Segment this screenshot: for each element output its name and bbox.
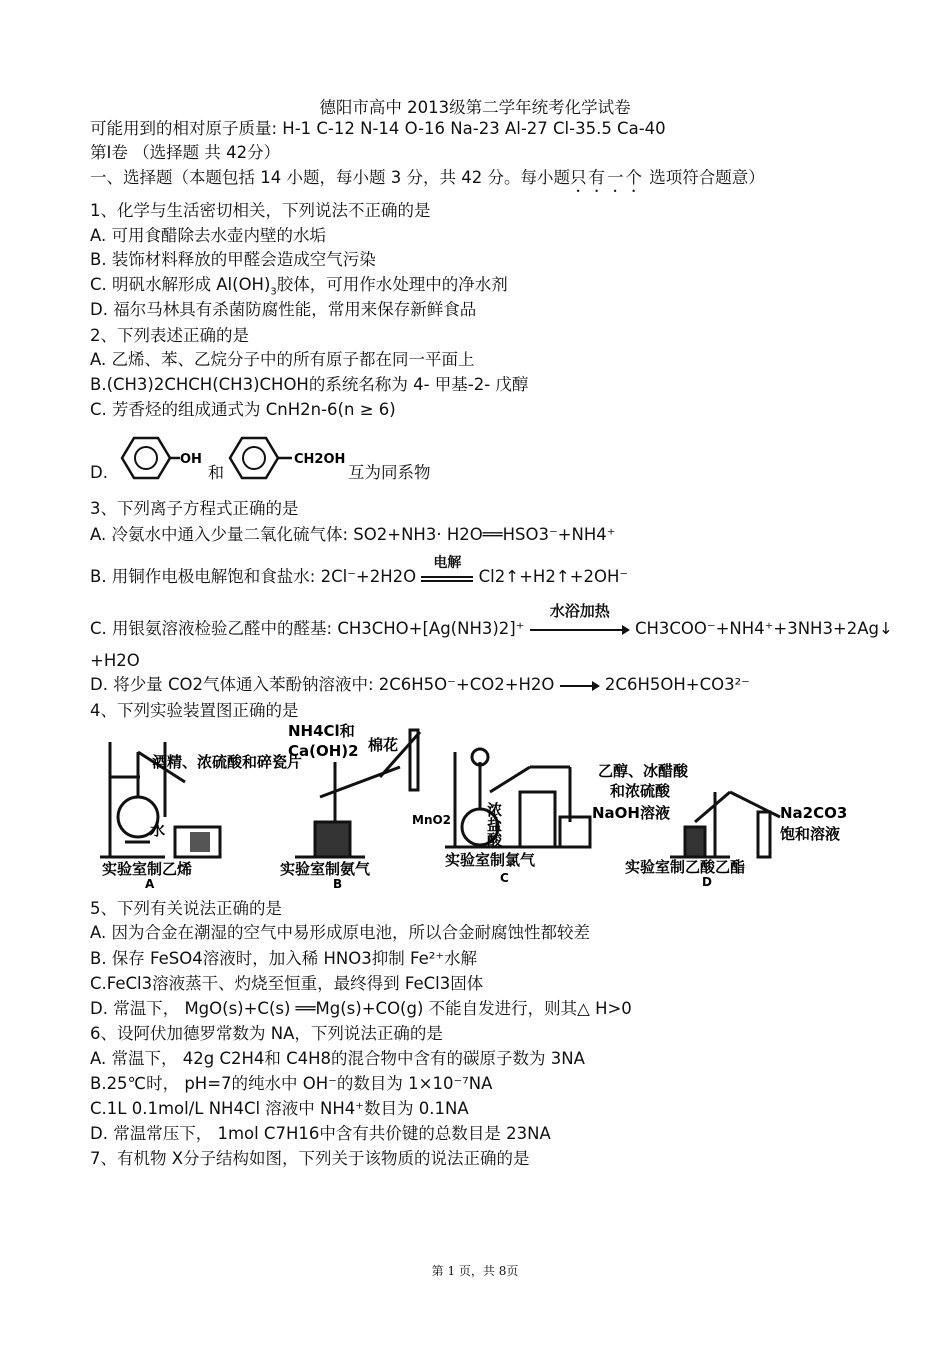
- q3-c-condition: 水浴加热: [549, 602, 610, 620]
- exam-title: 德阳市高中 2013级第二学年统考化学试卷: [319, 98, 631, 117]
- q1-option-a: A. 可用食醋除去水壶内壁的水垢: [90, 226, 326, 245]
- q5-option-d: D. 常温下， MgO(s)+C(s) ══Mg(s)+CO(g) 不能自发进行，则其△ H>0: [90, 999, 632, 1018]
- q3-b-post: Cl2↑+H2↑+2OH⁻: [478, 567, 629, 586]
- q6-option-b: B.25℃时， pH=7的纯水中 OH⁻的数目为 1×10⁻⁷NA: [90, 1074, 493, 1093]
- q2-option-a: A. 乙烯、苯、乙烷分子中的所有原子都在同一平面上: [90, 350, 475, 369]
- q1-option-b: B. 装饰材料释放的甲醛会造成空气污染: [90, 250, 376, 269]
- q3-b-pre: B. 用铜作电极电解饱和食盐水: 2Cl⁻+2H2O: [90, 567, 417, 586]
- apparatus-b-cotton: 棉花: [368, 736, 399, 754]
- q6-option-a: A. 常温下， 42g C2H4和 C4H8的混合物中含有的碳原子数为 3NA: [90, 1049, 585, 1068]
- apparatus-b-note2: Ca(OH)2: [288, 742, 359, 760]
- q2-option-c: C. 芳香烃的组成通式为 CnH2n-6(n ≥ 6): [90, 400, 396, 419]
- apparatus-a-caption: 实验室制乙烯: [102, 860, 193, 878]
- part-heading: 第Ⅰ卷 （选择题 共 42分）: [90, 143, 281, 162]
- apparatus-d: [670, 792, 780, 857]
- q3-d-post: 2C6H5OH+CO3²⁻: [604, 675, 750, 694]
- q6-option-d: D. 常温常压下， 1mol C7H16中含有共价键的总数目是 23NA: [90, 1124, 551, 1143]
- apparatus-d-na2co3: Na2CO3: [780, 804, 848, 822]
- q1-c-post: 胶体，可用作水处理中的净水剂: [276, 275, 508, 294]
- q3-b-condition: 电解: [433, 555, 462, 571]
- apparatus-b-caption: 实验室制氨气: [280, 860, 371, 878]
- q2-option-b: B.(CH3)2CHCH(CH3)CHOH的系统名称为 4- 甲基-2- 戊醇: [90, 375, 529, 394]
- phenol-oh-label: OH: [180, 452, 202, 467]
- q2-stem: 2、下列表述正确的是: [90, 326, 249, 345]
- section-instructions: [90, 167, 765, 196]
- apparatus-d-caption: 实验室制乙酸乙酯: [625, 858, 746, 876]
- q3-option-b: [90, 555, 629, 588]
- q2-d-post: 互为同系物: [348, 463, 431, 482]
- apparatus-d-note2: 和浓硫酸: [610, 782, 671, 800]
- apparatus-c-acid: 浓盐酸: [485, 802, 503, 847]
- q3-b-arrow: [421, 555, 473, 582]
- apparatus-c: [445, 749, 590, 847]
- q1-c-sub: 3: [270, 286, 277, 298]
- apparatus-c-naoh: NaOH溶液: [592, 804, 670, 822]
- q6-option-c: C.1L 0.1mol/L NH4Cl 溶液中 NH4⁺数目为 0.1NA: [90, 1099, 469, 1118]
- page-footer: 第 1 页，共 8页: [431, 1264, 519, 1278]
- section-instructions-b: 选项符合题意）: [643, 168, 765, 187]
- q3-c-pre: C. 用银氨溶液检验乙醛中的醛基: CH3CHO+[Ag(NH3)2]⁺: [90, 619, 525, 638]
- atomic-mass-line: 可能用到的相对原子质量: H-1 C-12 N-14 O-16 Na-23 Al-27 Cl-35.5 Ca-40: [90, 119, 666, 138]
- q3-d-arrow: [560, 680, 600, 692]
- apparatus-c-letter: C: [500, 871, 509, 885]
- q3-option-c: [90, 602, 893, 640]
- q4-apparatus-figure: [90, 722, 860, 892]
- section-instructions-a: 一、选择题（本题包括 14 小题，每小题 3 分，共 42 分。每小题: [90, 168, 570, 187]
- q6-stem: 6、设阿伏加德罗常数为 NA，下列说法正确的是: [90, 1024, 443, 1043]
- apparatus-a-water: 水: [150, 821, 166, 839]
- q3-c-continuation: +H2O: [90, 651, 140, 670]
- q5-option-c: C.FeCl3溶液蒸干、灼烧至恒重，最终得到 FeCl3固体: [90, 974, 484, 993]
- q1-c-pre: C. 明矾水解形成 Al(OH): [90, 275, 271, 294]
- q1-stem: 1、化学与生活密切相关，下列说法不正确的是: [90, 201, 431, 220]
- q5-option-a: A. 因为合金在潮湿的空气中易形成原电池，所以合金耐腐蚀性都较差: [90, 923, 590, 942]
- benzyl-alcohol-structure: [230, 438, 345, 478]
- q1-option-d: D. 福尔马林具有杀菌防腐性能，常用来保存新鲜食品: [90, 300, 477, 319]
- q3-option-d: [90, 674, 750, 696]
- apparatus-d-note1: 乙醇、冰醋酸: [598, 762, 689, 780]
- q2-d-and: 和: [208, 463, 225, 482]
- apparatus-a-note: 酒精、浓硫酸和碎瓷片: [152, 753, 303, 771]
- q2-d-structures: [112, 428, 362, 488]
- apparatus-b-letter: B: [333, 877, 343, 891]
- q3-d-pre: D. 将少量 CO2气体通入苯酚钠溶液中: 2C6H5O⁻+CO2+H2O: [90, 675, 555, 694]
- apparatus-c-mno2: MnO2: [412, 813, 452, 827]
- apparatus-b-note1: NH4Cl和: [288, 722, 355, 740]
- q3-c-arrow: [530, 602, 630, 640]
- q5-stem: 5、下列有关说法正确的是: [90, 899, 282, 918]
- q3-c-post: CH3COO⁻+NH4⁺+3NH3+2Ag↓: [634, 619, 893, 638]
- q4-stem: 4、下列实验装置图正确的是: [90, 701, 299, 720]
- apparatus-d-sat: 饱和溶液: [780, 825, 841, 843]
- phenol-structure: [122, 438, 202, 478]
- apparatus-a-letter: A: [145, 877, 155, 891]
- q2-d-label: D.: [90, 463, 108, 482]
- q5-option-b: B. 保存 FeSO4溶液时，加入稀 HNO3抑制 Fe²⁺水解: [90, 949, 478, 968]
- apparatus-c-caption: 实验室制氯气: [445, 851, 536, 869]
- q7-stem: 7、有机物 X分子结构如图，下列关于该物质的说法正确的是: [90, 1149, 530, 1168]
- apparatus-d-letter: D: [702, 875, 712, 889]
- emphasis-only-one: 只有一个: [569, 168, 644, 187]
- q3-option-a: A. 冷氨水中通入少量二氧化硫气体: SO2+NH3· H2O══HSO3⁻+NH4⁺: [90, 525, 616, 544]
- q3-stem: 3、下列离子方程式正确的是: [90, 499, 299, 518]
- benzyl-ch2oh-label: CH2OH: [294, 452, 346, 467]
